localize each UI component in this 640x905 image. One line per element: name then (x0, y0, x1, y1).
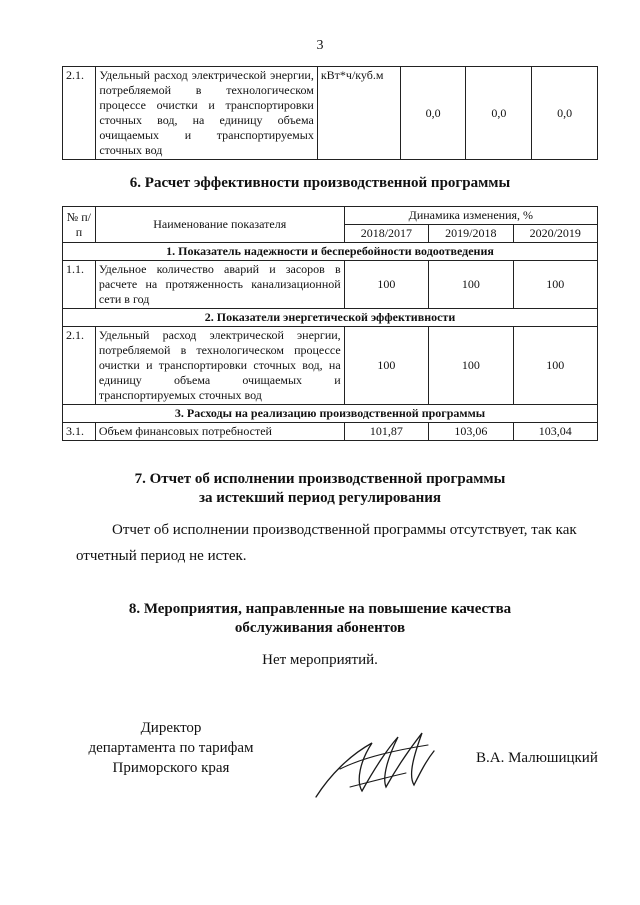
value-cell: 100 (513, 327, 597, 405)
unit-of-measure: кВт*ч/куб.м (317, 67, 400, 160)
value-cell: 103,06 (429, 423, 513, 441)
signatory-position (76, 718, 266, 778)
value-cell: 103,04 (513, 423, 597, 441)
row-number: 2.1. (63, 327, 96, 405)
table-row (63, 67, 598, 160)
header-year: 2020/2019 (513, 225, 597, 243)
row-number: 3.1. (63, 423, 96, 441)
value-cell: 0,0 (532, 67, 598, 160)
value-cell: 100 (344, 327, 428, 405)
group-row (63, 309, 598, 327)
header-name: Наименование показателя (95, 207, 344, 243)
group-title: 3. Расходы на реализацию производственной программы (63, 405, 598, 423)
group-title: 1. Показатель надежности и бесперебойности водоотведения (63, 243, 598, 261)
value-cell: 101,87 (344, 423, 428, 441)
header-year: 2018/2017 (344, 225, 428, 243)
header-dynamics: Динамика изменения, % (344, 207, 597, 225)
value-cell: 100 (344, 261, 428, 309)
indicator-name: Объем финансовых потребностей (95, 423, 344, 441)
table-header-row (63, 207, 598, 225)
efficiency-table (62, 206, 598, 441)
value-cell: 0,0 (400, 67, 466, 160)
position-line: департамента по тарифам (88, 740, 254, 756)
value-cell: 0,0 (466, 67, 532, 160)
section-8-heading-line2: обслуживания абонентов (234, 620, 406, 636)
group-row (63, 405, 598, 423)
page-number: 3 (316, 38, 324, 53)
header-num: № п/п (63, 207, 96, 243)
value-cell: 100 (513, 261, 597, 309)
position-line: Директор (140, 720, 202, 736)
header-year: 2019/2018 (429, 225, 513, 243)
section-8-text: Нет мероприятий. (262, 652, 378, 668)
table-row (63, 423, 598, 441)
table-row (63, 261, 598, 309)
indicator-name: Удельный расход электрической энергии, потребляемой в технологическом процессе очистки и транспортировки сточных вод, на единицу объема очищаемых и транспортируемых сточных вод (95, 327, 344, 405)
indicator-name: Удельный расход электрической энергии, потребляемой в технологическом процессе очистки и транспортировки сточных вод, на единицу объема очищаемых и транспортируемых сточных вод (96, 67, 317, 160)
section-6-heading: 6. Расчет эффективности производственной программы (129, 175, 511, 191)
row-number: 1.1. (63, 261, 96, 309)
indicators-table-continuation (62, 66, 598, 160)
section-7-heading-line1: 7. Отчет об исполнении производственной программы (134, 471, 506, 487)
value-cell: 100 (429, 261, 513, 309)
section-8-heading-line1: 8. Мероприятия, направленные на повышение качества (128, 601, 512, 617)
row-number: 2.1. (63, 67, 96, 160)
handwritten-signature (310, 725, 440, 805)
section-7-heading-line2: за истекший период регулирования (198, 490, 442, 506)
section-7-text-line2: отчетный период не истек. (76, 548, 247, 564)
signatory-name: В.А. Малюшицкий (476, 750, 598, 766)
section-7-text-line1: Отчет об исполнении производственной программы отсутствует, так как (112, 522, 577, 538)
group-title: 2. Показатели энергетической эффективности (63, 309, 598, 327)
position-line: Приморского края (112, 760, 230, 776)
group-row (63, 243, 598, 261)
table-row (63, 327, 598, 405)
indicator-name: Удельное количество аварий и засоров в расчете на протяженность канализационной сети в год (95, 261, 344, 309)
value-cell: 100 (429, 327, 513, 405)
